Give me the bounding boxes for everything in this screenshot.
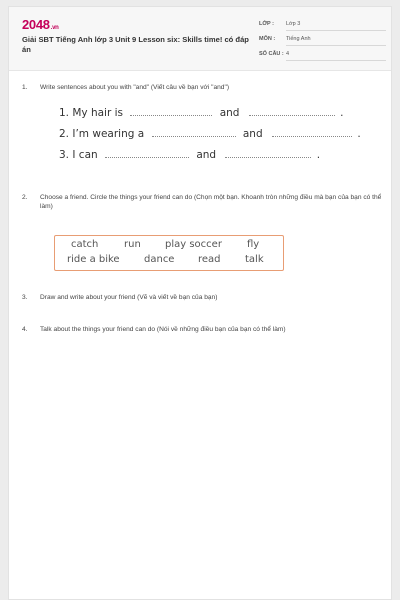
question-3: [22, 293, 384, 302]
meta-value: Tiếng Anh: [286, 36, 386, 46]
logo-tld: .vn: [50, 25, 59, 31]
question-text: Draw and write about your friend (Vẽ và viết về bạn của bạn): [40, 294, 218, 301]
meta-row-class: [259, 19, 389, 34]
sentence-1: [59, 107, 361, 128]
question-number: 4.: [22, 326, 28, 333]
question-number: 2.: [22, 194, 28, 201]
sentence-list: [59, 107, 361, 170]
sentence-end: .: [316, 149, 321, 161]
sentence-end: .: [340, 107, 344, 119]
answer-blank[interactable]: [130, 115, 212, 116]
word-ride-a-bike[interactable]: ride a bike: [67, 254, 120, 265]
question-2: [22, 193, 384, 211]
sentence-end: .: [357, 128, 361, 140]
logo-name: 2048: [22, 17, 50, 32]
sentence-label: 2. I’m wearing a: [59, 128, 145, 140]
sentence-2: [59, 128, 361, 149]
question-text: Write sentences about you with "and" (Viết câu về bạn với "and"): [40, 84, 230, 91]
question-text: Talk about the things your friend can do (Nói về những điều bạn của bạn có thể làm): [40, 326, 286, 333]
answer-blank[interactable]: [249, 115, 335, 116]
word-play-soccer[interactable]: play soccer: [165, 239, 222, 250]
question-4: [22, 325, 384, 334]
word-catch[interactable]: catch: [71, 239, 99, 250]
worksheet-page: [8, 6, 392, 600]
word-read[interactable]: read: [198, 254, 221, 265]
meta-key: LỚP :: [259, 21, 274, 27]
meta-key: SỐ CÂU :: [259, 51, 284, 57]
sentence-label: 3. I can: [59, 149, 98, 161]
word-run[interactable]: run: [124, 239, 141, 250]
meta-key: MÔN :: [259, 36, 276, 42]
meta-value: Lớp 3: [286, 21, 386, 31]
sentence-connector: and: [242, 128, 263, 140]
answer-blank[interactable]: [152, 136, 236, 137]
answer-blank[interactable]: [272, 136, 352, 137]
sentence-label: 1. My hair is: [59, 107, 124, 119]
meta-value: 4: [286, 51, 386, 61]
question-text: Choose a friend. Circle the things your friend can do (Chọn một bạn. Khoanh tròn những điều mà bạn của bạn có thể làm): [40, 194, 382, 211]
site-logo[interactable]: [22, 17, 59, 32]
answer-blank[interactable]: [105, 157, 189, 158]
meta-row-subject: [259, 34, 389, 49]
worksheet-header: [9, 7, 391, 71]
sentence-connector: and: [219, 107, 240, 119]
word-fly[interactable]: fly: [247, 239, 260, 250]
meta-row-count: [259, 49, 389, 64]
meta-info: [259, 19, 389, 64]
question-number: 3.: [22, 294, 28, 301]
word-dance[interactable]: dance: [144, 254, 175, 265]
document-title: Giải SBT Tiếng Anh lớp 3 Unit 9 Lesson six: Skills time! có đáp án: [22, 35, 249, 54]
question-1: [22, 83, 384, 92]
word-box: [54, 235, 284, 271]
word-talk[interactable]: talk: [245, 254, 264, 265]
sentence-3: [59, 149, 361, 170]
sentence-connector: and: [196, 149, 217, 161]
answer-blank[interactable]: [225, 157, 311, 158]
question-number: 1.: [22, 84, 28, 91]
